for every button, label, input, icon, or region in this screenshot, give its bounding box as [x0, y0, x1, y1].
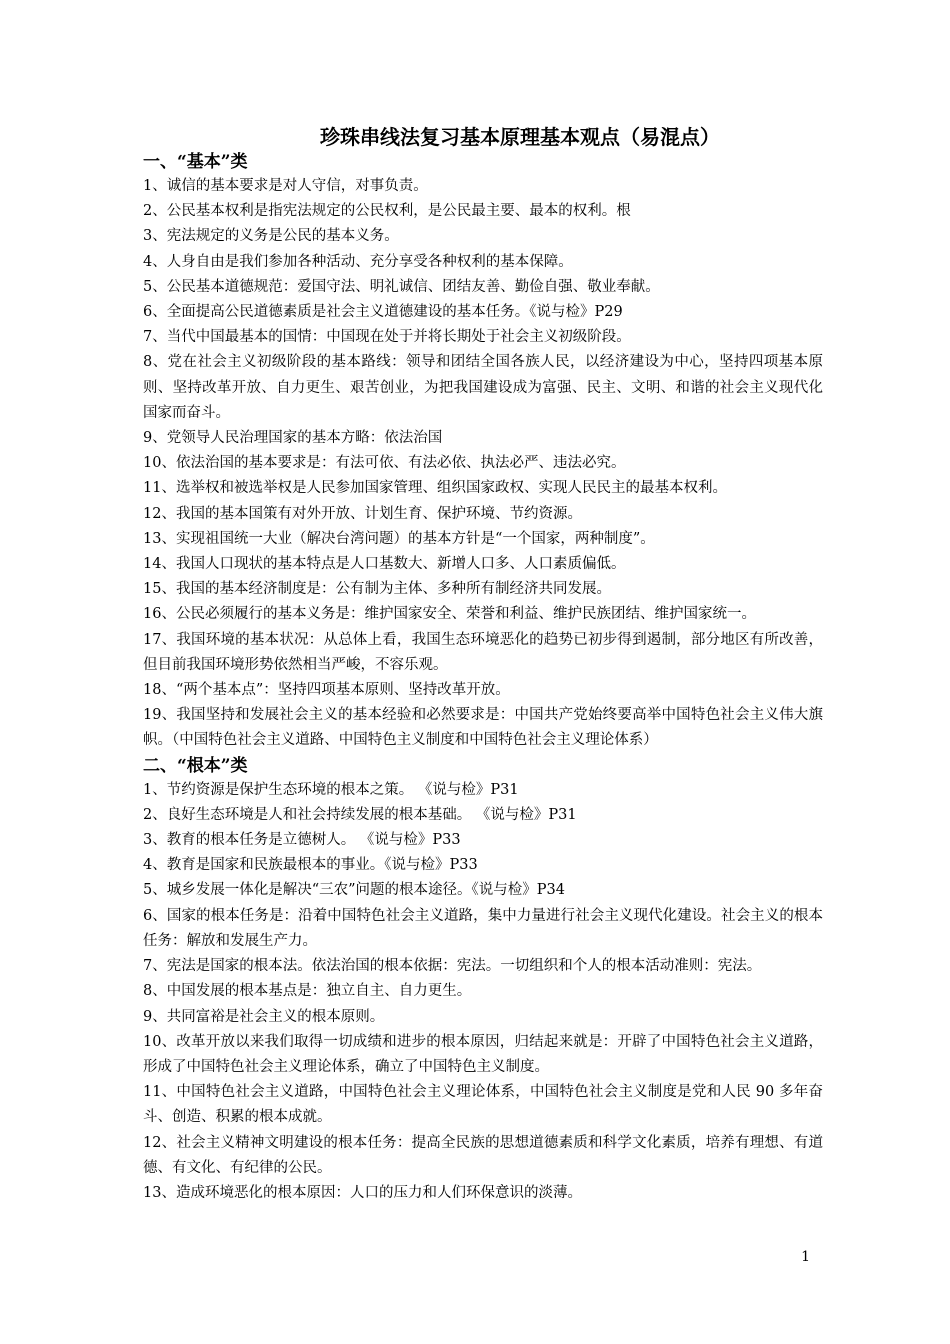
document-title: 珍珠串线法复习基本原理基本观点（易混点）	[320, 125, 720, 149]
list-item: 3、宪法规定的义务是公民的基本义务。	[143, 228, 399, 245]
list-item: 13、造成环境恶化的根本原因：人口的压力和人们环保意识的淡薄。	[143, 1184, 582, 1201]
list-item: 1、节约资源是保护生态环境的根本之策。 《说与检》P31	[143, 781, 519, 798]
list-item: 4、教育是国家和民族最根本的事业。《说与检》P33	[143, 857, 478, 874]
list-item: 7、当代中国最基本的国情：中国现在处于并将长期处于社会主义初级阶段。	[143, 329, 631, 346]
page-number: 1	[801, 1249, 810, 1265]
section-fundamental	[143, 754, 823, 1206]
list-item: 1、诚信的基本要求是对人守信，对事负责。	[143, 178, 428, 194]
list-item: 7、宪法是国家的根本法。依法治国的根本依据：宪法。一切组织和个人的根本活动准则：宪法。	[143, 958, 762, 975]
list-item: 9、共同富裕是社会主义的根本原则。	[143, 1008, 385, 1025]
list-item: 10、依法治国的基本要求是：有法可依、有法必依、执法必严、违法必究。	[143, 455, 626, 472]
section-heading: 一、“基本”类	[143, 152, 248, 172]
section-basic	[143, 150, 823, 754]
list-item: 11、中国特色社会主义道路，中国特色社会主义理论体系，中国特色社会主义制度是党和人民 90 多年奋斗、创造、积累的根本成就。	[143, 1084, 823, 1126]
list-item: 8、党在社会主义初级阶段的基本路线：领导和团结全国各族人民，以经济建设为中心，坚持四项基本原则、坚持改革开放、自力更生、艰苦创业，为把我国建设成为富强、民主、文明、和谐的社会主义现代化国家而奋斗。	[143, 354, 823, 421]
document-body	[143, 150, 823, 1206]
list-item: 13、实现祖国统一大业（解决台湾问题）的基本方针是“一个国家，两种制度”。	[143, 530, 655, 547]
section-heading: 二、“根本”类	[143, 755, 248, 776]
list-item: 9、党领导人民治理国家的基本方略：依法治国	[143, 430, 443, 447]
list-item: 8、中国发展的根本基点是：独立自主、自力更生。	[143, 983, 472, 1000]
list-item: 19、我国坚持和发展社会主义的基本经验和必然要求是：中国共产党始终要高举中国特色社会主义伟大旗帜。（中国特色社会主义道路、中国特色主义制度和中国特色社会主义理论体系）	[143, 707, 823, 749]
list-item: 5、城乡发展一体化是解决“三农”问题的根本途径。《说与检》P34	[143, 882, 566, 899]
list-item: 12、社会主义精神文明建设的根本任务：提高全民族的思想道德素质和科学文化素质，培养有理想、有道德、有文化、有纪律的公民。	[143, 1134, 823, 1176]
list-item: 18、“两个基本点”：坚持四项基本原则、坚持改革开放。	[143, 682, 510, 699]
list-item: 4、人身自由是我们参加各种活动、充分享受各种权利的基本保障。	[143, 253, 573, 270]
list-item: 17、我国环境的基本状况：从总体上看，我国生态环境恶化的趋势已初步得到遏制，部分地区有所改善，但目前我国环境形势依然相当严峻，不容乐观。	[143, 631, 823, 673]
list-item: 3、教育的根本任务是立德树人。 《说与检》P33	[143, 832, 461, 849]
list-item: 16、公民必须履行的基本义务是：维护国家安全、荣誉和利益、维护民族团结、维护国家统一。	[143, 606, 756, 623]
list-item: 6、国家的根本任务是：沿着中国特色社会主义道路，集中力量进行社会主义现代化建设。社会主义的根本任务：解放和发展生产力。	[143, 907, 823, 949]
list-item: 10、改革开放以来我们取得一切成绩和进步的根本原因，归结起来就是：开辟了中国特色社会主义道路，形成了中国特色社会主义理论体系，确立了中国特色主义制度。	[143, 1033, 823, 1075]
list-item: 2、公民基本权利是指宪法规定的公民权利，是公民最主要、最本的权利。根	[143, 203, 631, 220]
list-item: 2、良好生态环境是人和社会持续发展的根本基础。 《说与检》P31	[143, 806, 577, 823]
list-item: 11、选举权和被选举权是人民参加国家管理、组织国家政权、实现人民民主的最基本权利。	[143, 480, 727, 497]
list-item: 5、公民基本道德规范：爱国守法、明礼诚信、团结友善、勤俭自强、敬业奉献。	[143, 278, 660, 295]
list-item: 12、我国的基本国策有对外开放、计划生育、保护环境、节约资源。	[143, 505, 582, 522]
list-item: 14、我国人口现状的基本特点是人口基数大、新增人口多、人口素质偏低。	[143, 556, 626, 573]
list-item: 15、我国的基本经济制度是：公有制为主体、多种所有制经济共同发展。	[143, 581, 611, 598]
list-item: 6、全面提高公民道德素质是社会主义道德建设的基本任务。《说与检》P29	[143, 304, 623, 321]
